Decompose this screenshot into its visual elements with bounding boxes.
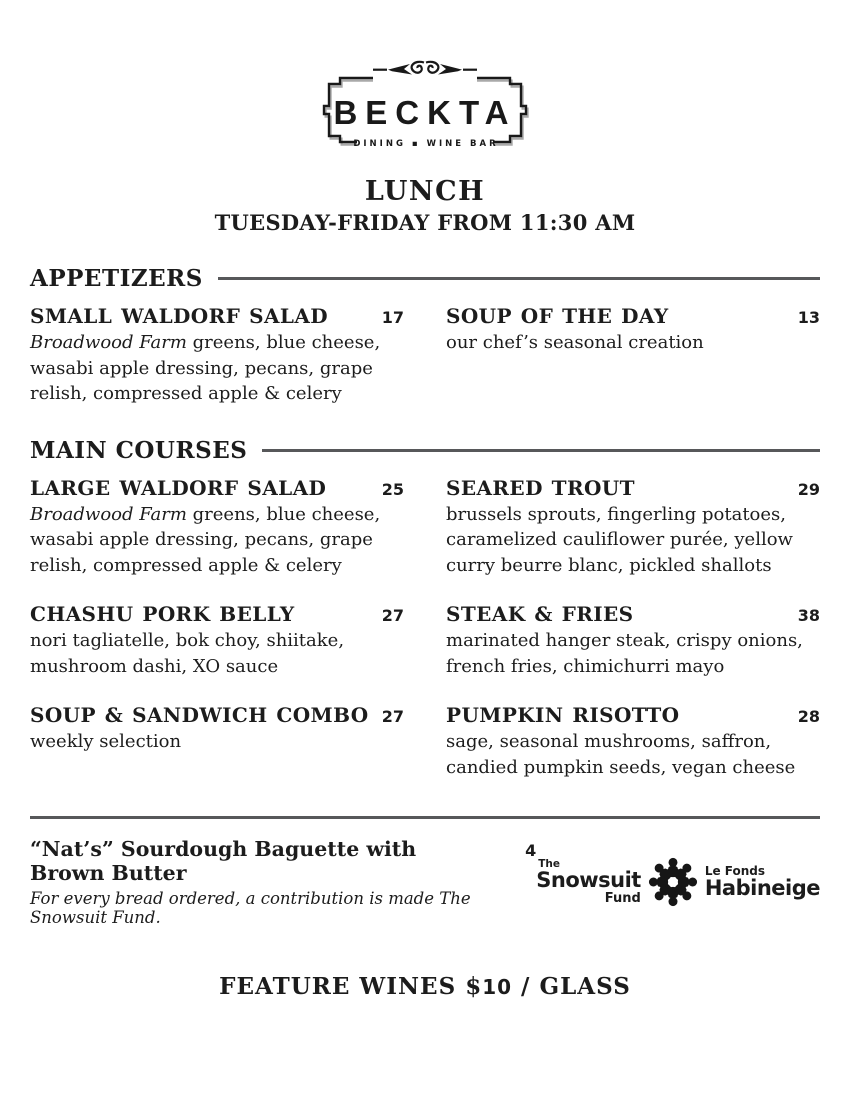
snowsuit-the: The [538,857,561,870]
item-header [446,304,820,328]
item-name: CHASHU PORK BELLY [30,602,295,626]
bread-feature-text [30,837,536,927]
section-header [30,265,820,292]
item-name: LARGE WALDORF SALAD [30,475,327,500]
item-name: SEARED TROUT [446,475,635,500]
section-main-courses [30,437,820,781]
snowsuit-fund: Fund [604,891,641,907]
item-header [446,476,820,500]
item-header [446,703,820,727]
item-name: SMALL WALDORF SALAD [30,304,328,328]
item-price: 25 [381,479,404,499]
item-header [30,703,404,727]
section-header [30,437,820,464]
item-description: weekly selection [30,731,182,752]
section-rule [262,449,820,452]
menu-sections [30,265,820,780]
section-title: MAIN COURSES [30,436,248,464]
item-header [30,304,404,328]
beckta-logo [30,56,820,160]
menu-item [446,703,820,780]
item-name: STEAK & FRIES [446,602,634,626]
items-grid [30,476,820,781]
feature-wines-price: 10 [482,975,513,999]
item-name: PUMPKIN RISOTTO [446,703,680,727]
bread-price: 4 [525,841,537,860]
beckta-logo-svg [300,56,550,160]
snowsuit-fund-logo [536,854,820,910]
logo-wordmark: BECKTA [333,94,517,131]
item-description: Broadwood Farm greens, blue cheese, wasabi apple dressing, pecans, grape relish, compressed apple & celery [30,332,381,404]
logo-flourish-icon [373,62,477,82]
item-description: sage, seasonal mushrooms, saffron, candied pumpkin seeds, vegan cheese [446,731,796,778]
menu-item [446,304,820,407]
item-name: SOUP & SANDWICH COMBO [30,703,369,727]
items-grid [30,304,820,407]
item-description: marinated hanger steak, crispy onions, french fries, chimichurri mayo [446,630,803,677]
item-price: 17 [381,308,404,327]
feature-wines-suffix: / GLASS [512,973,631,1000]
section-rule [218,277,820,280]
item-header [30,602,404,626]
item-price: 38 [797,606,820,625]
logo-tagline: DINING ▪ WINE BAR [353,139,499,149]
item-header [446,602,820,626]
bread-name: “Nat’s” Sourdough Baguette with Brown Butter [30,837,417,885]
item-description: nori tagliatelle, bok choy, shiitake, mushroom dashi, XO sauce [30,630,345,677]
menu-item [446,476,820,579]
item-price: 13 [797,308,820,327]
item-price: 27 [381,606,404,625]
feature-wines-prefix: FEATURE WINES $ [219,973,483,1000]
snowflake-kids-icon [645,854,701,910]
feature-wines [30,973,820,1000]
section-appetizers [30,265,820,407]
item-header [30,476,404,500]
item-price: 29 [797,479,820,499]
snowsuit-fund-wordmark-en [536,859,641,906]
menu-item [30,304,404,407]
item-description: Broadwood Farm greens, blue cheese, wasabi apple dressing, pecans, grape relish, compressed apple & celery [30,503,381,576]
menu-schedule: TUESDAY-FRIDAY FROM 11:30 AM [214,210,636,235]
menu-item [30,703,404,780]
snowsuit-name: Snowsuit [536,868,641,893]
bread-note: For every bread ordered, a contribution is made The Snowsuit Fund. [30,889,471,927]
item-description: brussels sprouts, fingerling potatoes, caramelized cauliflower purée, yellow curry beurre blanc, pickled shallots [446,503,793,576]
menu-item [30,602,404,679]
bread-feature [30,837,820,927]
menu-item [446,602,820,679]
menu-title: LUNCH [364,176,486,207]
snowsuit-le-fonds: Le Fonds [704,864,766,878]
item-price: 27 [381,707,404,726]
item-name: SOUP OF THE DAY [446,304,669,328]
item-description: our chef’s seasonal creation [446,332,704,353]
snowsuit-habineige: Habineige [704,876,820,900]
section-title: APPETIZERS [30,265,203,292]
item-price: 28 [797,707,820,726]
menu-item [30,476,404,579]
section-divider [30,816,820,819]
snowsuit-fund-wordmark-fr [705,865,820,899]
